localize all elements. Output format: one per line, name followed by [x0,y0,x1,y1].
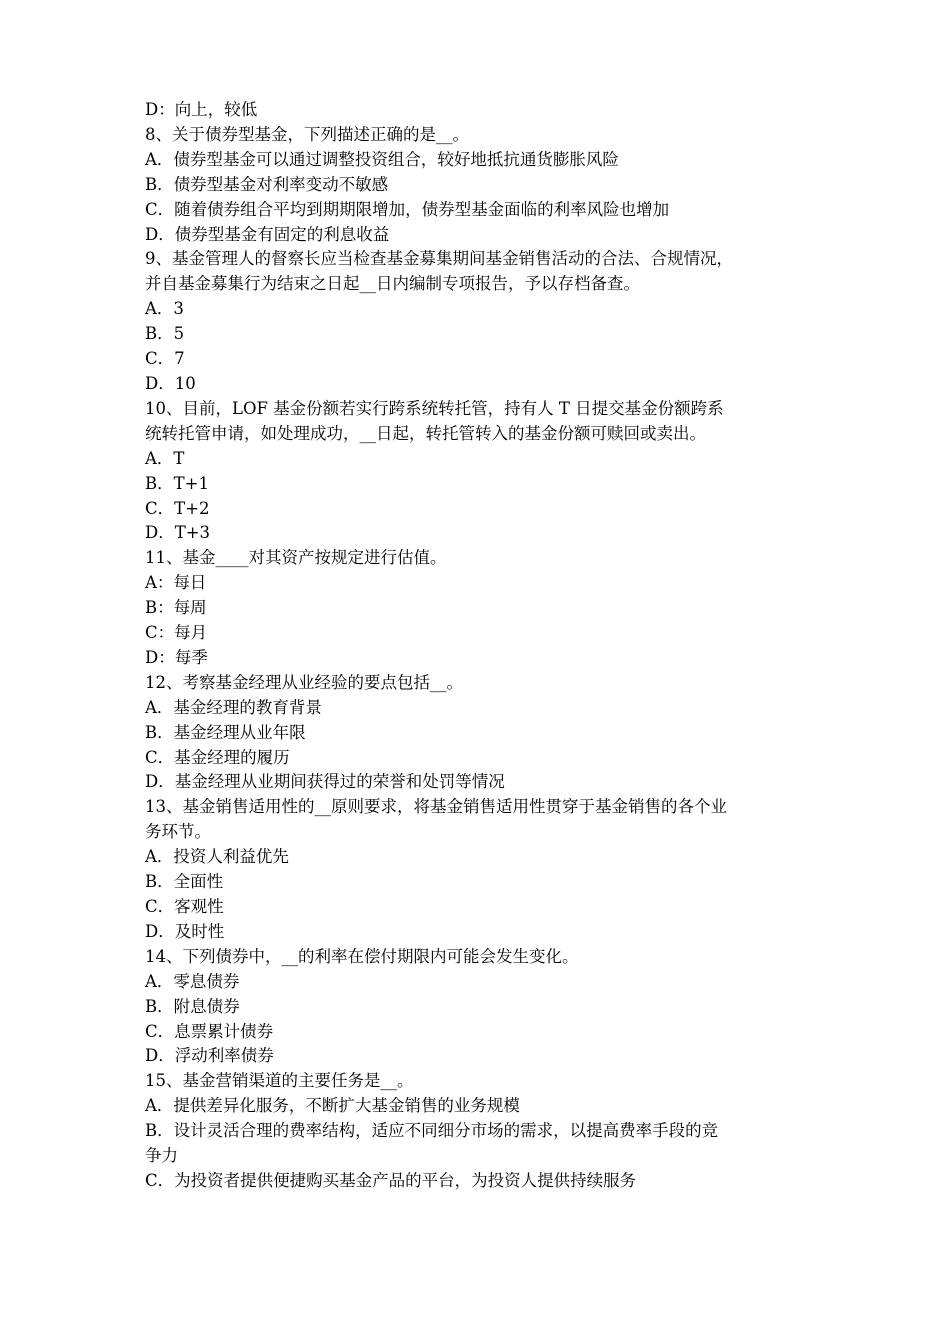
option-line: D：每季 [145,647,208,667]
option-line: B．基金经理从业年限 [145,722,306,742]
option-line: B．附息债券 [145,996,240,1016]
option-line: B．5 [145,324,185,344]
option-line: B：每周 [145,598,207,618]
option-line: A．T [145,448,185,468]
option-line: C．客观性 [145,897,224,916]
question-line: 9、基金管理人的督察长应当检查基金募集期间基金销售活动的合法、合规情况， [145,249,733,269]
option-line: D．债券型基金有固定的利息收益 [145,224,390,244]
option-line: B．全面性 [145,872,224,892]
option-line: A．提供差异化服务，不断扩大基金销售的业务规模 [145,1096,520,1116]
option-line: C：每月 [145,623,208,643]
question-line: 8、关于债券型基金，下列描述正确的是__。 [145,124,469,144]
option-line: B．债券型基金对利率变动不敏感 [145,174,389,194]
option-line: A．债券型基金可以通过调整投资组合，较好地抵抗通货膨胀风险 [145,149,619,169]
question-line: 统转托管申请，如处理成功，__日起，转托管转入的基金份额可赎回或卖出。 [145,423,706,443]
option-line: D：向上，较低 [145,100,258,119]
option-line: A．3 [145,299,184,319]
question-line: 13、基金销售适用性的__原则要求，将基金销售适用性贯穿于基金销售的各个业 [145,797,727,817]
question-line: 14、下列债券中，__的利率在偿付期限内可能会发生变化。 [145,946,579,966]
option-line: D．及时性 [145,921,225,941]
question-line: 并自基金募集行为结束之日起__日内编制专项报告，予以存档备查。 [145,274,640,294]
option-line: A．基金经理的教育背景 [145,697,322,717]
option-line: D．基金经理从业期间获得过的荣誉和处罚等情况 [145,772,505,792]
question-line: 10、目前，LOF 基金份额若实行跨系统转托管，持有人 T 日提交基金份额跨系 [145,398,724,418]
option-line: A：每日 [145,573,207,593]
option-line: C．7 [145,349,185,369]
question-line: 15、基金营销渠道的主要任务是__。 [145,1071,414,1091]
option-line: D．10 [145,373,196,393]
question-line: 11、基金____对其资产按规定进行估值。 [145,548,447,568]
page-text [145,98,810,1194]
option-line: C．基金经理的履历 [145,747,290,767]
question-line: 务环节。 [145,822,211,842]
option-line: C．随着债券组合平均到期期限增加，债券型基金面临的利率风险也增加 [145,199,670,219]
option-line: B．T+1 [145,473,209,493]
option-line: 争力 [145,1146,178,1166]
question-line: 12、考察基金经理从业经验的要点包括__。 [145,672,463,692]
option-line: C．息票累计债券 [145,1021,274,1041]
option-line: A．零息债券 [145,971,240,991]
option-line: C．为投资者提供便捷购买基金产品的平台，为投资人提供持续服务 [145,1170,637,1190]
option-line: B．设计灵活合理的费率结构，适应不同细分市场的需求，以提高费率手段的竞 [145,1121,719,1141]
option-line: D．T+3 [145,523,211,543]
option-line: D．浮动利率债券 [145,1046,274,1066]
option-line: A．投资人利益优先 [145,847,289,867]
option-line: C．T+2 [145,498,210,518]
